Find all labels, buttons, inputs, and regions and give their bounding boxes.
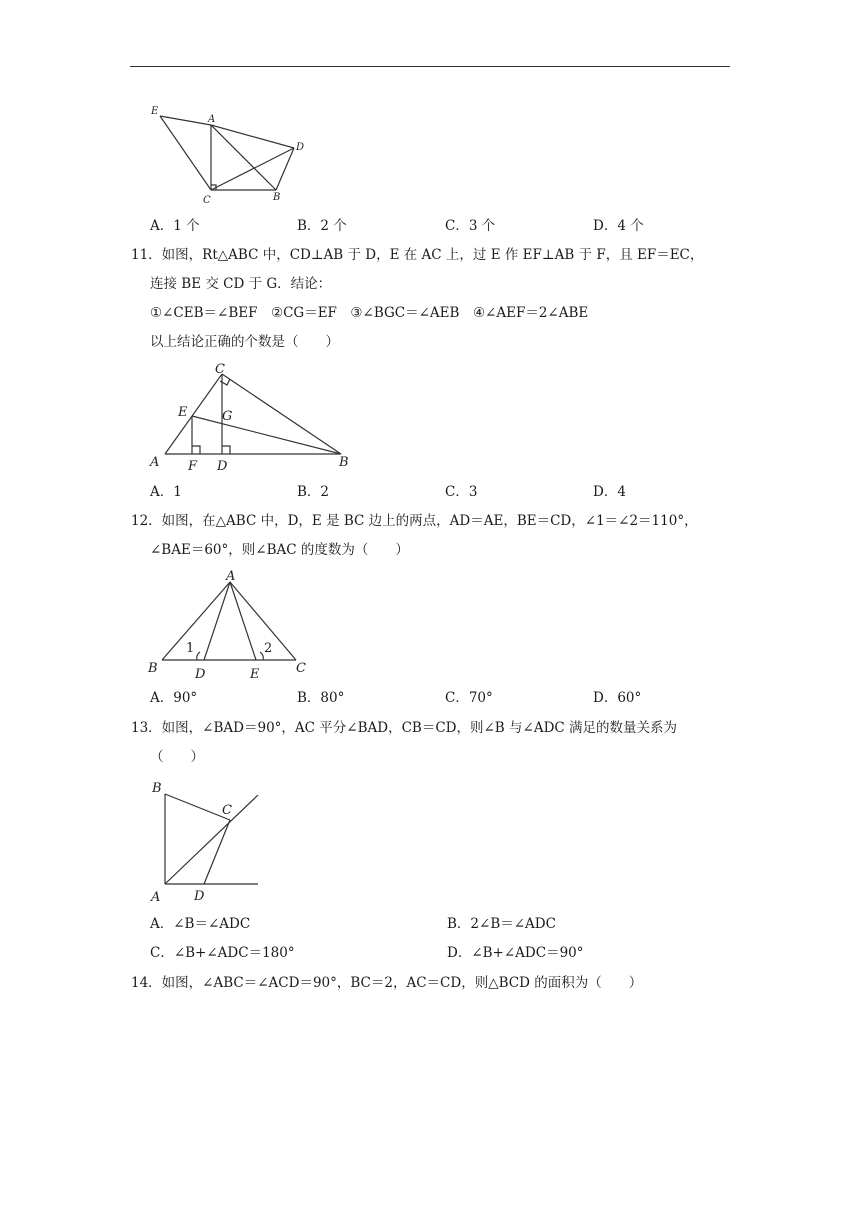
q10-label-b: B [273, 192, 281, 203]
q12-option-d: D．60° [593, 690, 642, 706]
q13-stem-line1: 13．如图，∠BAD＝90°，AC 平分∠BAD，CB＝CD，则∠B 与∠ADC 满足的数量关系为 [131, 720, 678, 736]
q14-stem-line1: 14．如图，∠ABC＝∠ACD＝90°，BC＝2，AC＝CD，则△BCD 的面积为（ ） [131, 975, 643, 991]
q12-label-angle-2: 2 [264, 641, 273, 656]
q11-option-c: C．3 [445, 484, 478, 500]
q11-stem-line1: 11．如图，Rt△ABC 中，CD⊥AB 于 D，E 在 AC 上，过 E 作 EF⊥AB 于 F，且 EF＝EC， [131, 247, 704, 263]
q12-line-ac [230, 582, 296, 660]
q12-label-angle-1: 1 [186, 641, 195, 656]
q10-label-d: D [296, 142, 305, 153]
q10-option-d: D．4 个 [593, 218, 644, 234]
q11-right-angle-f [192, 446, 200, 454]
q10-line-ad [211, 125, 294, 148]
q11-conclusions: ①∠CEB＝∠BEF ②CG＝EF ③∠BGC＝∠AEB ④∠AEF＝2∠ABE [150, 305, 589, 321]
q11-option-b: B．2 [297, 484, 330, 500]
q11-stem-line3: 以上结论正确的个数是（ ） [150, 334, 339, 350]
q11-label-b: B [339, 455, 349, 470]
q12-option-b: B．80° [297, 690, 345, 706]
q13-figure [140, 776, 270, 906]
q10-label-e: E [151, 106, 159, 117]
q11-stem-line2: 连接 BE 交 CD 于 G．结论： [150, 276, 332, 292]
q12-angle-2-arc [260, 652, 263, 660]
q11-option-d: D．4 [593, 484, 626, 500]
q10-label-c: C [203, 195, 211, 206]
q10-option-c: C．3 个 [445, 218, 496, 234]
q12-option-a: A．90° [150, 690, 198, 706]
q10-label-a: A [208, 114, 216, 125]
q10-option-b: B．2 个 [297, 218, 347, 234]
q10-option-a: A．1 个 [150, 218, 200, 234]
q11-line-ac [165, 374, 222, 454]
q12-option-c: C．70° [445, 690, 493, 706]
q13-label-c: C [222, 803, 232, 818]
q11-label-f: F [188, 459, 198, 472]
q10-line-ec [160, 116, 211, 190]
q12-label-c: C [296, 661, 306, 676]
q13-line-bc [165, 794, 230, 820]
q13-label-d: D [194, 889, 205, 904]
q13-line-cd [204, 820, 230, 884]
q11-label-d: D [217, 459, 228, 472]
q13-line-ac-ray [165, 795, 258, 884]
q11-line-cb [222, 374, 341, 454]
q11-label-c: C [215, 362, 225, 377]
q13-option-a: A．∠B＝∠ADC [150, 916, 251, 932]
q11-line-eb [192, 416, 341, 454]
q13-option-c: C．∠B+∠ADC＝180° [150, 945, 295, 961]
q12-label-e: E [250, 667, 260, 682]
q12-stem-line1: 12．如图，在△ABC 中，D，E 是 BC 边上的两点，AD＝AE，BE＝CD，∠1＝∠2＝110°， [131, 513, 698, 529]
q10-line-cd [211, 148, 294, 190]
q12-stem-line2: ∠BAE＝60°，则∠BAC 的度数为（ ） [150, 542, 409, 558]
q10-line-ab [211, 125, 276, 190]
header-rule [130, 66, 730, 67]
q13-option-b: B．2∠B＝∠ADC [447, 916, 556, 932]
q13-stem-line2: （ ） [150, 749, 204, 765]
q13-label-a: A [151, 890, 161, 905]
q10-line-bd [276, 148, 294, 190]
q12-angle-1-arc [197, 652, 200, 660]
q12-line-ae [230, 582, 256, 660]
q11-label-g: G [222, 409, 233, 424]
q11-label-e: E [178, 405, 188, 420]
q11-figure [140, 360, 360, 472]
q11-option-a: A．1 [150, 484, 182, 500]
q13-label-b: B [152, 781, 162, 796]
q12-label-b: B [148, 661, 158, 676]
q10-figure [140, 96, 320, 208]
q12-label-a: A [226, 569, 236, 584]
q12-line-ad [204, 582, 230, 660]
q12-label-d: D [195, 667, 206, 682]
q12-figure [140, 566, 320, 684]
q12-line-ab [162, 582, 230, 660]
q13-option-d: D．∠B+∠ADC＝90° [447, 945, 584, 961]
q11-right-angle-d [222, 446, 230, 454]
q10-line-ea [160, 116, 211, 125]
q11-label-a: A [150, 455, 160, 470]
